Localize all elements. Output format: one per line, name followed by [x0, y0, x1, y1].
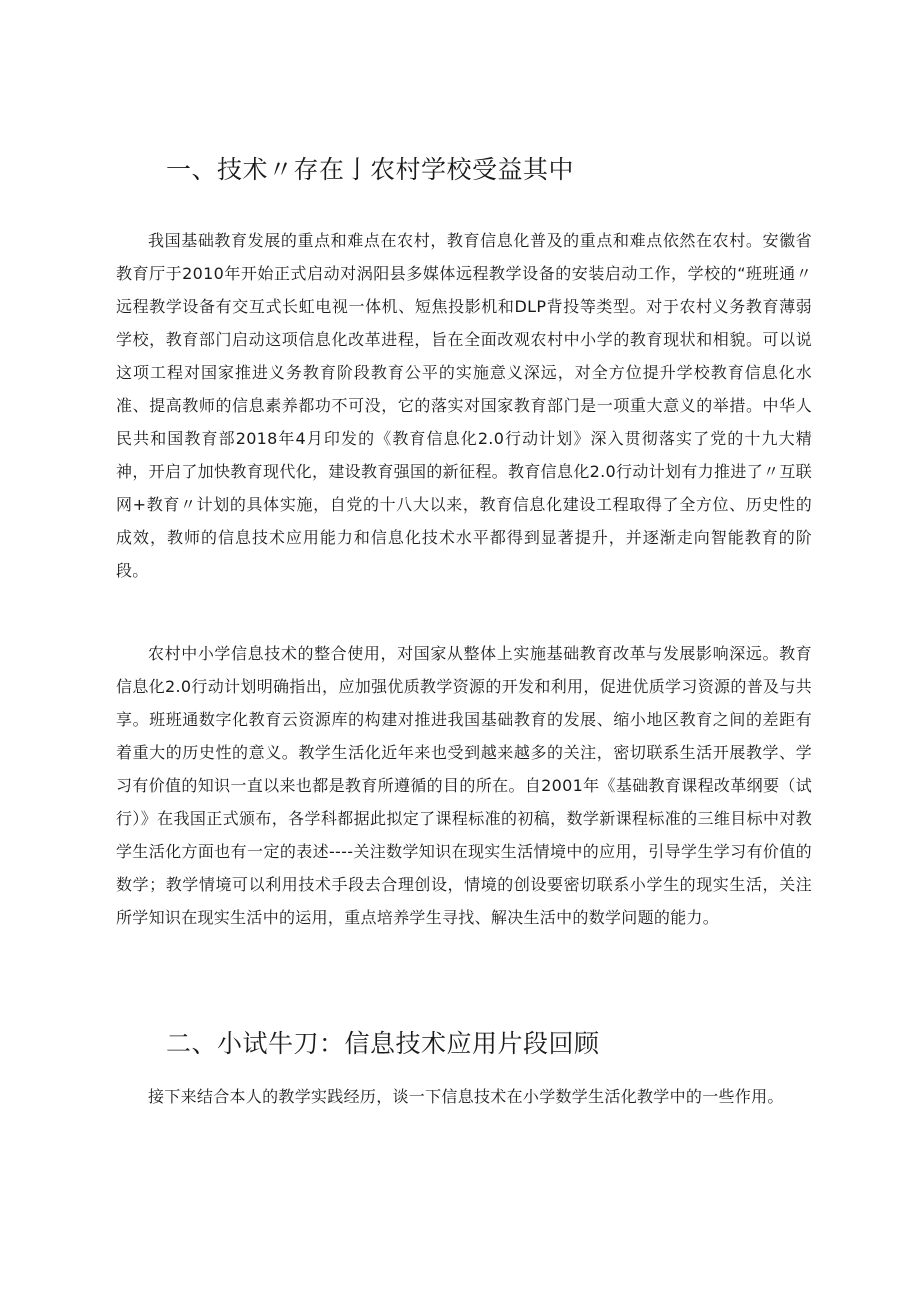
- section-heading-1: 一、技术〃存在亅农村学校受益其中: [166, 155, 575, 184]
- paragraph-2: 农村中小学信息技术的整合使用，对国家从整体上实施基础教育改革与发展影响深远。教育信息化2.0行动计划明确指出，应加强优质教学资源的开发和利用，促进优质学习资源的普及与共享。班班通数字化教育云资源库的构建对推进我国基础教育的发展、缩小地区教育之间的差距有着重大的历史性的意义。教学生活化近年来也受到越来越多的关注，密切联系生活开展教学、学习有价值的知识一直以来也都是教育所遵循的目的所在。自2001年《基础教育课程改革纲要（试行）》在我国正式颁布，各学科都据此拟定了课程标准的初稿，数学新课程标准的三维目标中对教学生活化方面也有一定的表述----关注数学知识在现实生活情境中的应用，引导学生学习有价值的数学；教学情境可以利用技术手段去合理创设，情境的创设要密切联系小学生的现实生活，关注所学知识在现实生活中的运用，重点培养学生寻找、解决生活中的数学问题的能力。: [116, 644, 812, 927]
- paragraph-3: 接下来结合本人的教学实践经历，谈一下信息技术在小学数学生活化教学中的一些作用。: [148, 1087, 784, 1106]
- paragraph-1: 我国基础教育发展的重点和难点在农村，教育信息化普及的重点和难点依然在农村。安徽省教育厅于2010年开始正式启动对涡阳县多媒体远程教学设备的安装启动工作，学校的“班班通〃远程教学设备有交互式长虹电视一体机、短焦投影机和DLP背投等类型。对于农村义务教育薄弱学校，教育部门启动这项信息化改革进程，旨在全面改观农村中小学的教育现状和相貌。可以说这项工程对国家推进义务教育阶段教育公平的实施意义深远，对全方位提升学校教育信息化水准、提高教师的信息素养都功不可没，它的落实对国家教育部门是一项重大意义的举措。中华人民共和国教育部2018年4月印发的《教育信息化2.0行动计划》深入贯彻落实了党的十九大精神，开启了加快教育现代化，建设教育强国的新征程。教育信息化2.0行动计划有力推进了〃互联网+教育〃计划的具体实施，自党的十八大以来，教育信息化建设工程取得了全方位、历史性的成效，教师的信息技术应用能力和信息化技术水平都得到显著提升，并逐渐走向智能教育的阶段。: [116, 231, 812, 580]
- section-heading-2: 二、小试牛刀：信息技术应用片段回顾: [166, 1029, 600, 1058]
